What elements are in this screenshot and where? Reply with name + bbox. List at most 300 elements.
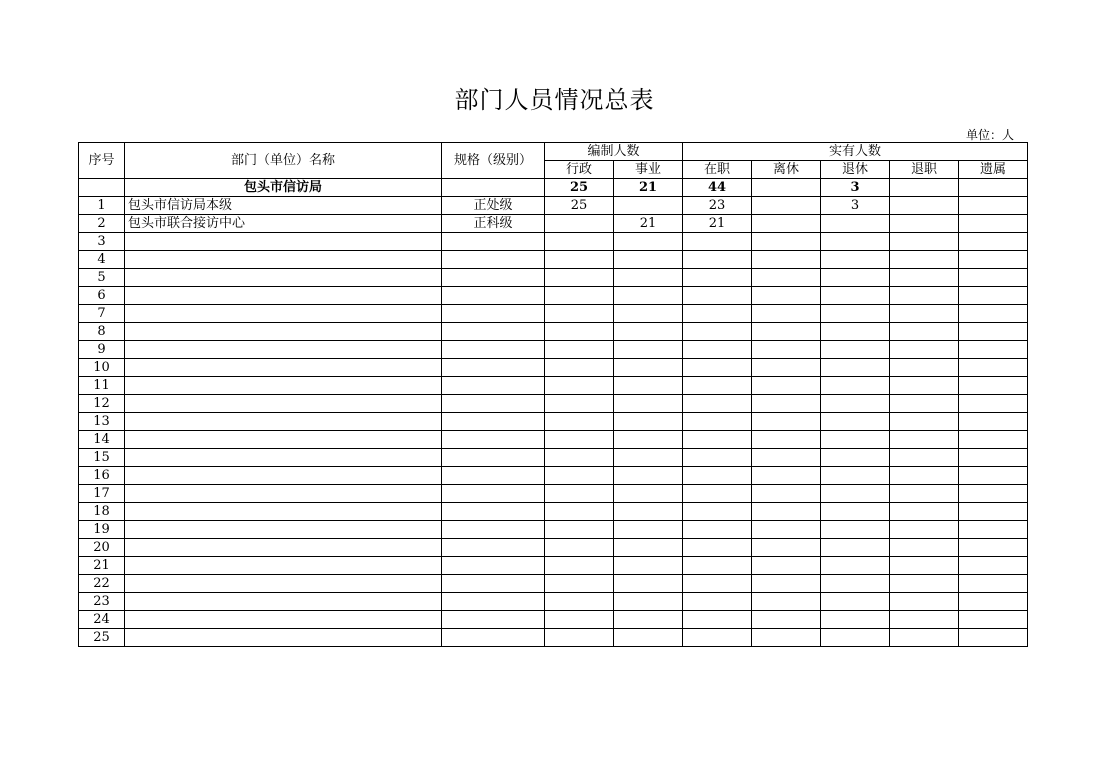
row-seq: 11: [79, 377, 125, 395]
table-row: [79, 539, 1028, 557]
row-resigned: [890, 395, 959, 413]
row-level: [442, 413, 545, 431]
row-quota-admin: [545, 485, 614, 503]
row-dept-name: [125, 629, 442, 647]
row-retired-lx: [752, 233, 821, 251]
row-quota-admin: [545, 611, 614, 629]
row-dept-name: [125, 521, 442, 539]
row-survivors: [959, 251, 1028, 269]
total-tx: 3: [821, 179, 890, 197]
row-retired-tx: [821, 341, 890, 359]
row-survivors: [959, 449, 1028, 467]
unit-note: 单位：人: [966, 128, 1015, 142]
total-seq: [79, 179, 125, 197]
row-survivors: [959, 197, 1028, 215]
row-level: [442, 629, 545, 647]
row-survivors: [959, 377, 1028, 395]
row-retired-lx: [752, 287, 821, 305]
total-name: 包头市信访局: [125, 179, 442, 197]
total-lx: [752, 179, 821, 197]
row-retired-tx: [821, 539, 890, 557]
row-seq: 4: [79, 251, 125, 269]
row-dept-name: [125, 269, 442, 287]
row-resigned: [890, 341, 959, 359]
row-seq: 20: [79, 539, 125, 557]
row-resigned: [890, 503, 959, 521]
row-retired-lx: [752, 377, 821, 395]
row-active: [683, 305, 752, 323]
row-quota-inst: [614, 467, 683, 485]
row-retired-tx: [821, 251, 890, 269]
row-quota-inst: 21: [614, 215, 683, 233]
row-retired-lx: [752, 323, 821, 341]
header-row-1: [79, 143, 1028, 161]
row-quota-admin: [545, 449, 614, 467]
row-seq: 21: [79, 557, 125, 575]
row-active: [683, 377, 752, 395]
row-retired-lx: [752, 359, 821, 377]
row-active: [683, 521, 752, 539]
row-dept-name: [125, 323, 442, 341]
row-quota-admin: [545, 557, 614, 575]
row-quota-admin: [545, 539, 614, 557]
table-row: [79, 359, 1028, 377]
row-survivors: [959, 233, 1028, 251]
row-active: [683, 575, 752, 593]
row-quota-inst: [614, 395, 683, 413]
row-resigned: [890, 431, 959, 449]
row-quota-admin: [545, 233, 614, 251]
row-dept-name: [125, 593, 442, 611]
header-actual-resigned: 退职: [890, 161, 959, 179]
row-retired-tx: [821, 611, 890, 629]
row-level: [442, 395, 545, 413]
row-level: [442, 557, 545, 575]
row-active: 23: [683, 197, 752, 215]
row-quota-inst: [614, 323, 683, 341]
row-quota-inst: [614, 611, 683, 629]
row-resigned: [890, 575, 959, 593]
row-resigned: [890, 305, 959, 323]
row-retired-tx: [821, 503, 890, 521]
row-retired-lx: [752, 611, 821, 629]
row-level: [442, 305, 545, 323]
row-retired-tx: [821, 629, 890, 647]
table-row: [79, 287, 1028, 305]
total-resigned: [890, 179, 959, 197]
row-level: [442, 539, 545, 557]
row-retired-tx: [821, 395, 890, 413]
row-survivors: [959, 323, 1028, 341]
row-retired-tx: [821, 287, 890, 305]
row-survivors: [959, 341, 1028, 359]
table-row: [79, 251, 1028, 269]
row-quota-admin: [545, 323, 614, 341]
row-quota-admin: [545, 269, 614, 287]
row-retired-tx: [821, 467, 890, 485]
header-actual-active: 在职: [683, 161, 752, 179]
row-seq: 13: [79, 413, 125, 431]
row-active: [683, 629, 752, 647]
row-level: [442, 521, 545, 539]
row-survivors: [959, 269, 1028, 287]
table-row: [79, 629, 1028, 647]
row-resigned: [890, 539, 959, 557]
row-seq: 15: [79, 449, 125, 467]
row-quota-inst: [614, 485, 683, 503]
row-level: [442, 269, 545, 287]
row-dept-name: [125, 503, 442, 521]
row-active: [683, 413, 752, 431]
row-retired-lx: [752, 467, 821, 485]
table-row: [79, 575, 1028, 593]
row-level: [442, 251, 545, 269]
row-survivors: [959, 431, 1028, 449]
row-resigned: [890, 413, 959, 431]
row-resigned: [890, 197, 959, 215]
row-level: [442, 611, 545, 629]
row-resigned: [890, 557, 959, 575]
row-seq: 19: [79, 521, 125, 539]
row-retired-lx: [752, 629, 821, 647]
row-dept-name: [125, 305, 442, 323]
row-level: [442, 233, 545, 251]
row-retired-tx: 3: [821, 197, 890, 215]
row-level: [442, 593, 545, 611]
total-survivors: [959, 179, 1028, 197]
row-quota-admin: [545, 521, 614, 539]
row-quota-inst: [614, 359, 683, 377]
row-quota-admin: [545, 629, 614, 647]
row-retired-lx: [752, 215, 821, 233]
row-retired-tx: [821, 359, 890, 377]
row-retired-tx: [821, 431, 890, 449]
row-retired-lx: [752, 593, 821, 611]
row-seq: 9: [79, 341, 125, 359]
header-quota-inst: 事业: [614, 161, 683, 179]
row-active: [683, 467, 752, 485]
header-quota-group: 编制人数: [545, 143, 683, 161]
table-row: [79, 467, 1028, 485]
row-survivors: [959, 395, 1028, 413]
total-quota-inst: 21: [614, 179, 683, 197]
table-row: [79, 431, 1028, 449]
row-resigned: [890, 269, 959, 287]
row-dept-name: 包头市信访局本级: [125, 197, 442, 215]
row-quota-admin: [545, 287, 614, 305]
row-active: [683, 593, 752, 611]
row-seq: 7: [79, 305, 125, 323]
row-quota-inst: [614, 629, 683, 647]
row-resigned: [890, 449, 959, 467]
table-row: [79, 503, 1028, 521]
row-quota-inst: [614, 377, 683, 395]
row-dept-name: [125, 377, 442, 395]
row-retired-tx: [821, 269, 890, 287]
document-title: 部门人员情况总表: [454, 86, 655, 114]
row-seq: 3: [79, 233, 125, 251]
row-quota-admin: [545, 359, 614, 377]
row-level: [442, 431, 545, 449]
row-dept-name: [125, 611, 442, 629]
row-survivors: [959, 467, 1028, 485]
table-row: [79, 557, 1028, 575]
row-resigned: [890, 323, 959, 341]
row-seq: 5: [79, 269, 125, 287]
row-quota-admin: [545, 575, 614, 593]
table-row: [79, 233, 1028, 251]
row-active: [683, 485, 752, 503]
row-dept-name: [125, 413, 442, 431]
row-active: [683, 611, 752, 629]
row-quota-admin: [545, 251, 614, 269]
header-seq: 序号: [79, 143, 125, 179]
row-retired-tx: [821, 485, 890, 503]
row-seq: 8: [79, 323, 125, 341]
row-retired-tx: [821, 215, 890, 233]
row-quota-inst: [614, 575, 683, 593]
row-retired-tx: [821, 305, 890, 323]
row-quota-admin: [545, 413, 614, 431]
row-level: [442, 503, 545, 521]
row-survivors: [959, 287, 1028, 305]
row-level: 正处级: [442, 197, 545, 215]
row-resigned: [890, 629, 959, 647]
table-row: [79, 413, 1028, 431]
row-retired-tx: [821, 323, 890, 341]
row-retired-tx: [821, 413, 890, 431]
row-level: 正科级: [442, 215, 545, 233]
row-level: [442, 341, 545, 359]
row-quota-inst: [614, 539, 683, 557]
row-retired-lx: [752, 197, 821, 215]
row-resigned: [890, 593, 959, 611]
header-level: 规格（级别）: [442, 143, 545, 179]
table-row: [79, 215, 1028, 233]
row-dept-name: [125, 467, 442, 485]
header-dept-name: 部门（单位）名称: [125, 143, 442, 179]
row-quota-inst: [614, 503, 683, 521]
row-level: [442, 449, 545, 467]
row-survivors: [959, 593, 1028, 611]
row-quota-admin: [545, 593, 614, 611]
table-row: [79, 305, 1028, 323]
row-seq: 17: [79, 485, 125, 503]
row-dept-name: [125, 341, 442, 359]
row-seq: 6: [79, 287, 125, 305]
row-survivors: [959, 359, 1028, 377]
row-retired-lx: [752, 521, 821, 539]
row-retired-tx: [821, 593, 890, 611]
row-dept-name: [125, 539, 442, 557]
row-resigned: [890, 521, 959, 539]
row-seq: 18: [79, 503, 125, 521]
row-dept-name: [125, 557, 442, 575]
row-survivors: [959, 305, 1028, 323]
row-quota-inst: [614, 233, 683, 251]
row-quota-inst: [614, 593, 683, 611]
row-retired-lx: [752, 431, 821, 449]
total-quota-admin: 25: [545, 179, 614, 197]
row-seq: 24: [79, 611, 125, 629]
row-retired-lx: [752, 341, 821, 359]
row-quota-inst: [614, 251, 683, 269]
row-retired-lx: [752, 485, 821, 503]
row-dept-name: [125, 431, 442, 449]
row-quota-admin: [545, 341, 614, 359]
row-quota-inst: [614, 305, 683, 323]
row-quota-inst: [614, 269, 683, 287]
table-row: [79, 485, 1028, 503]
row-retired-lx: [752, 539, 821, 557]
row-resigned: [890, 215, 959, 233]
row-seq: 22: [79, 575, 125, 593]
row-active: [683, 287, 752, 305]
row-active: [683, 341, 752, 359]
row-seq: 14: [79, 431, 125, 449]
row-retired-tx: [821, 449, 890, 467]
row-survivors: [959, 557, 1028, 575]
row-retired-tx: [821, 377, 890, 395]
row-survivors: [959, 413, 1028, 431]
row-level: [442, 287, 545, 305]
row-quota-inst: [614, 431, 683, 449]
row-survivors: [959, 485, 1028, 503]
row-retired-tx: [821, 521, 890, 539]
total-row: [79, 179, 1028, 197]
row-retired-lx: [752, 557, 821, 575]
row-survivors: [959, 503, 1028, 521]
row-dept-name: [125, 449, 442, 467]
table-row: [79, 449, 1028, 467]
row-retired-lx: [752, 269, 821, 287]
row-resigned: [890, 611, 959, 629]
row-survivors: [959, 575, 1028, 593]
header-actual-retired-lx: 离休: [752, 161, 821, 179]
row-retired-lx: [752, 395, 821, 413]
row-resigned: [890, 467, 959, 485]
row-resigned: [890, 251, 959, 269]
total-level: [442, 179, 545, 197]
row-dept-name: [125, 395, 442, 413]
row-resigned: [890, 377, 959, 395]
row-active: [683, 557, 752, 575]
row-quota-inst: [614, 557, 683, 575]
row-dept-name: [125, 287, 442, 305]
row-retired-lx: [752, 413, 821, 431]
table-row: [79, 377, 1028, 395]
table-row: [79, 269, 1028, 287]
row-resigned: [890, 233, 959, 251]
row-seq: 1: [79, 197, 125, 215]
row-quota-admin: [545, 503, 614, 521]
row-quota-admin: [545, 305, 614, 323]
personnel-table: [78, 142, 1028, 647]
row-active: [683, 251, 752, 269]
row-active: 21: [683, 215, 752, 233]
row-dept-name: [125, 485, 442, 503]
row-level: [442, 323, 545, 341]
table-row: [79, 521, 1028, 539]
table-row: [79, 341, 1028, 359]
row-seq: 25: [79, 629, 125, 647]
row-survivors: [959, 629, 1028, 647]
row-active: [683, 449, 752, 467]
table-row: [79, 323, 1028, 341]
row-retired-tx: [821, 233, 890, 251]
row-quota-admin: [545, 377, 614, 395]
row-resigned: [890, 359, 959, 377]
row-level: [442, 359, 545, 377]
row-retired-lx: [752, 503, 821, 521]
row-seq: 16: [79, 467, 125, 485]
row-dept-name: [125, 251, 442, 269]
row-quota-admin: [545, 395, 614, 413]
table-row: [79, 395, 1028, 413]
row-active: [683, 395, 752, 413]
row-retired-lx: [752, 251, 821, 269]
row-resigned: [890, 485, 959, 503]
row-dept-name: [125, 359, 442, 377]
row-retired-tx: [821, 575, 890, 593]
row-level: [442, 485, 545, 503]
row-level: [442, 467, 545, 485]
table-row: [79, 611, 1028, 629]
row-retired-lx: [752, 449, 821, 467]
row-level: [442, 575, 545, 593]
row-retired-lx: [752, 305, 821, 323]
row-quota-admin: [545, 467, 614, 485]
row-survivors: [959, 611, 1028, 629]
row-seq: 2: [79, 215, 125, 233]
row-level: [442, 377, 545, 395]
row-active: [683, 503, 752, 521]
table-row: [79, 593, 1028, 611]
row-resigned: [890, 287, 959, 305]
row-survivors: [959, 539, 1028, 557]
row-seq: 10: [79, 359, 125, 377]
row-survivors: [959, 215, 1028, 233]
row-retired-lx: [752, 575, 821, 593]
row-dept-name: [125, 575, 442, 593]
header-actual-survivors: 遗属: [959, 161, 1028, 179]
row-quota-admin: [545, 215, 614, 233]
row-active: [683, 233, 752, 251]
row-seq: 23: [79, 593, 125, 611]
row-quota-inst: [614, 287, 683, 305]
row-quota-inst: [614, 341, 683, 359]
total-active: 44: [683, 179, 752, 197]
header-quota-admin: 行政: [545, 161, 614, 179]
row-active: [683, 431, 752, 449]
row-dept-name: [125, 233, 442, 251]
row-survivors: [959, 521, 1028, 539]
row-active: [683, 323, 752, 341]
header-actual-group: 实有人数: [683, 143, 1028, 161]
row-active: [683, 539, 752, 557]
row-quota-inst: [614, 197, 683, 215]
row-active: [683, 269, 752, 287]
row-quota-inst: [614, 413, 683, 431]
row-dept-name: 包头市联合接访中心: [125, 215, 442, 233]
row-active: [683, 359, 752, 377]
row-retired-tx: [821, 557, 890, 575]
row-seq: 12: [79, 395, 125, 413]
row-quota-admin: [545, 431, 614, 449]
row-quota-inst: [614, 449, 683, 467]
header-actual-retired-tx: 退休: [821, 161, 890, 179]
row-quota-admin: 25: [545, 197, 614, 215]
